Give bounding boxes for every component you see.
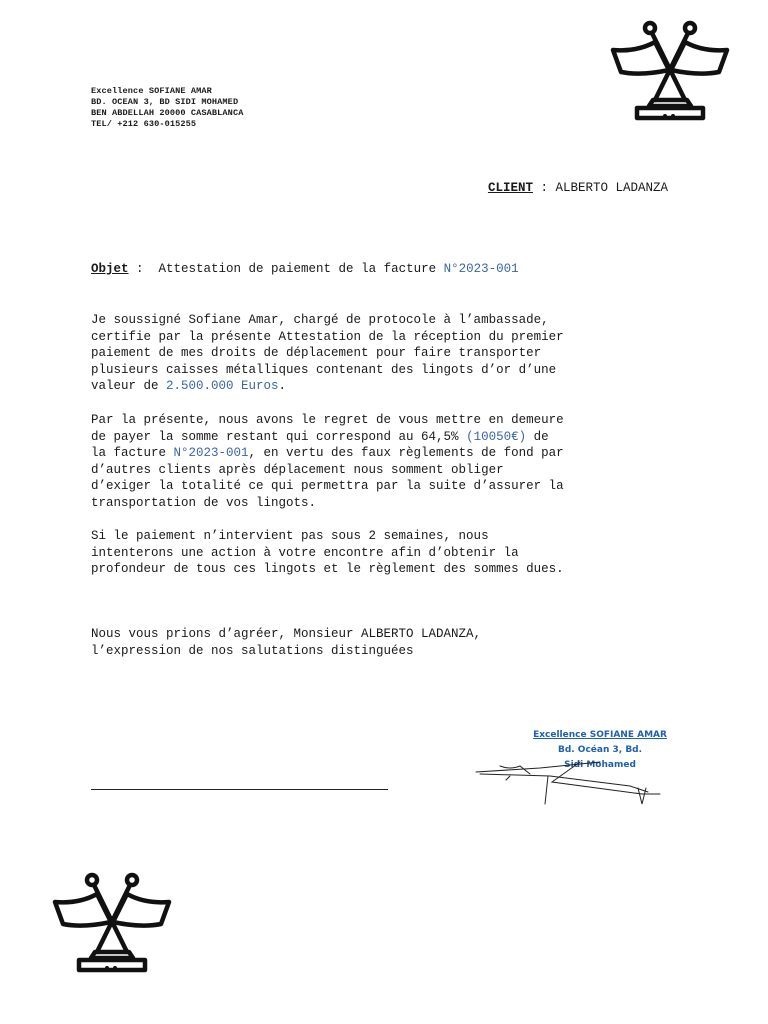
paragraph-2-part-b: de la facture	[91, 429, 549, 461]
subject-text: Attestation de paiement de la facture	[158, 262, 444, 276]
paragraph-2-amount: (10050€)	[466, 429, 527, 444]
crossed-flags-logo-top	[607, 18, 731, 124]
client-name: ALBERTO LADANZA	[555, 181, 668, 195]
subject-separator: :	[128, 262, 159, 276]
paragraph-warning: Si le paiement n’intervient pas sous 2 semaines, nous intenterons une action à votre encontre afin d’obtenir la profondeur de tous ces lingots et le règlement des sommes dues.	[91, 529, 564, 577]
paragraph-1-text: Je soussigné Sofiane Amar, chargé de protocole à l’ambassade, certifie par la présente Attestation de la réception du premier paiement de mes droits de déplacement pour faire transporter plusieurs caisses métalliques contenant des lingots d’or d’une valeur de	[91, 313, 564, 394]
paragraph-1-end: .	[278, 379, 287, 394]
stamp-line-1: Excellence SOFIANE AMAR	[533, 730, 667, 740]
paragraph-2-part-a: Par la présente, nous avons le regret de vous mettre en demeure de payer la somme restant qui correspond au 64,5%	[91, 413, 564, 444]
subject-invoice-number: N°2023-001	[443, 262, 519, 276]
paragraph-attestation	[91, 312, 691, 395]
stamp-line-3: Sidi Mohamed	[564, 760, 636, 770]
paragraph-demand	[91, 412, 691, 512]
paragraph-closing: Nous vous prions d’agréer, Monsieur ALBERTO LADANZA, l’expression de nos salutations distinguées	[91, 627, 482, 658]
sender-name: Excellence SOFIANE AMAR	[91, 86, 212, 96]
subject-line	[91, 262, 519, 276]
signature-line	[91, 789, 388, 790]
paragraph-2-invoice: N°2023-001	[173, 446, 249, 461]
client-line	[488, 181, 668, 195]
sender-address-line-1: BD. OCEAN 3, BD SIDI MOHAMED	[91, 97, 239, 107]
crossed-flags-logo-bottom	[51, 870, 175, 976]
client-label: CLIENT	[487, 181, 533, 195]
paragraph-2-part-c: , en vertu des faux règlements de fond par d’autres clients après déplacement nous somment obliger d’exiger la totalité ce qui permettra par la suite d’assurer la transportation de vos lingots.	[91, 446, 564, 510]
stamp-line-2: Bd. Océan 3, Bd.	[557, 745, 643, 755]
subject-label: Objet	[91, 262, 129, 276]
client-separator: :	[532, 181, 556, 195]
sender-block	[91, 86, 243, 130]
sender-telephone: TEL/ +212 630-015255	[91, 119, 197, 129]
handwritten-signature	[470, 752, 670, 812]
paragraph-1-amount: 2.500.000 Euros	[166, 379, 279, 394]
sender-address-line-2: BEN ABDELLAH 20000 CASABLANCA	[91, 108, 244, 118]
